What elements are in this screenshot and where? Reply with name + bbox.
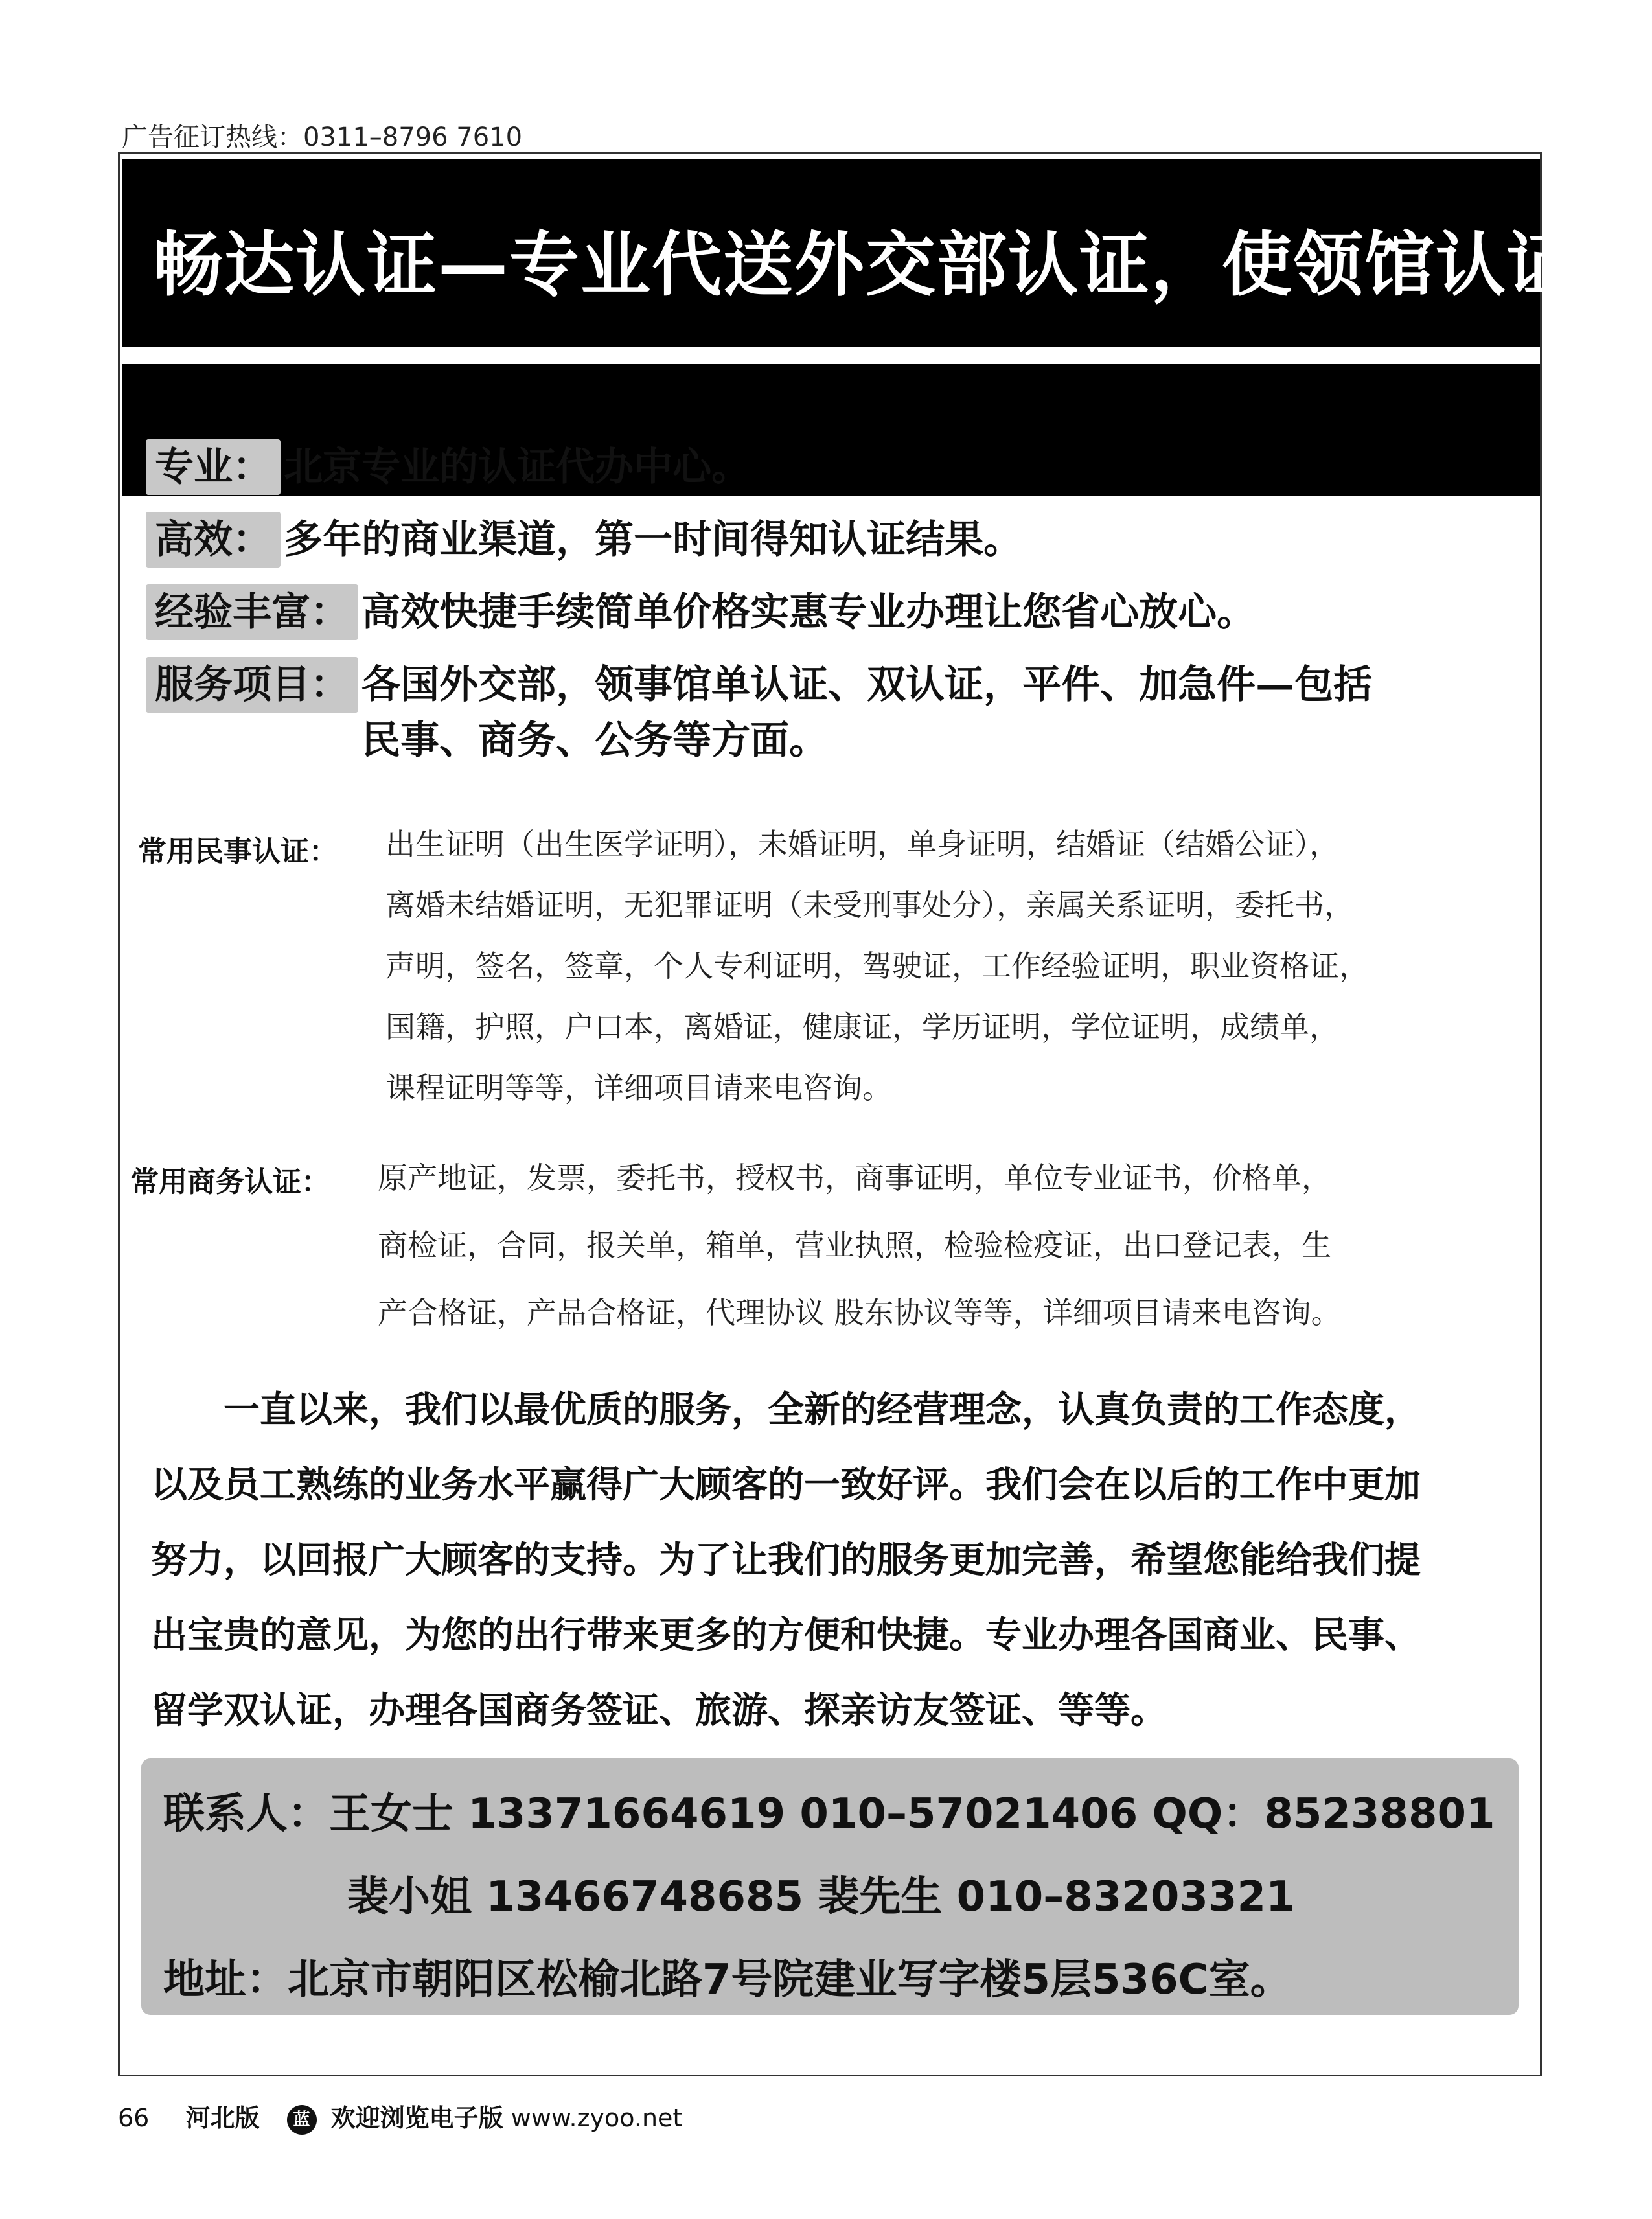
civil-line: 课程证明等等，详细项目请来电咨询。 [385, 1070, 892, 1105]
civil-items [385, 814, 1369, 1118]
page-number: 66 [118, 2104, 150, 2132]
feature-list [146, 439, 1372, 787]
contact-line-secondary: 裴小姐 13466748685 裴先生 010–83203321 [347, 1873, 1295, 1921]
page-footer [118, 2098, 682, 2135]
feature-label: 经验丰富： [146, 584, 358, 640]
banner-title: 畅达认证—专业代送外交部认证，使领馆认证 [153, 225, 1579, 306]
civil-certification-section [138, 828, 1524, 1139]
contact-line-primary: 联系人：王女士 13371664619 010–57021406 QQ：85238801 [163, 1790, 1495, 1838]
feature-item [146, 657, 1372, 787]
feature-text-line: 各国外交部，领事馆单认证、双认证，平件、加急件—包括 [361, 662, 1373, 707]
intro-line: 出宝贵的意见，为您的出行带来更多的方便和快捷。专业办理各国商业、民事、 [151, 1614, 1421, 1657]
commercial-line: 产合格证，产品合格证，代理协议 股东协议等等，详细项目请来电咨询。 [378, 1295, 1341, 1330]
civil-line: 出生证明（出生医学证明），未婚证明，单身证明，结婚证（结婚公证）， [385, 827, 1339, 862]
magazine-logo-icon: 蓝 [287, 2105, 317, 2135]
intro-paragraph [151, 1372, 1518, 1748]
civil-label: 常用民事认证： [138, 835, 338, 868]
commercial-items [378, 1144, 1341, 1346]
feature-text: 高效快捷手续简单价格实惠专业办理让您省心放心。 [361, 590, 1256, 635]
welcome-text: 欢迎浏览电子版 [330, 2104, 503, 2132]
feature-text-line: 民事、商务、公务等方面。 [361, 718, 829, 763]
feature-label: 专业： [146, 439, 281, 495]
contact-address: 地址：北京市朝阳区松榆北路7号院建业写字楼5层536C室。 [163, 1956, 1292, 2004]
feature-label: 高效： [146, 512, 281, 568]
commercial-line: 商检证，合同，报关单，箱单，营业执照，检验检疫证，出口登记表，生 [378, 1228, 1331, 1263]
civil-line: 离婚未结婚证明，无犯罪证明（未受刑事处分），亲属关系证明，委托书， [385, 888, 1354, 923]
commercial-line: 原产地证，发票，委托书，授权书，商事证明，单位专业证书，价格单， [378, 1160, 1331, 1195]
intro-line: 以及员工熟练的业务水平赢得广大顾客的一致好评。我们会在以后的工作中更加 [151, 1464, 1421, 1506]
ad-frame [118, 152, 1579, 2076]
website-url[interactable]: www.zyoo.net [511, 2104, 683, 2132]
intro-line: 留学双认证，办理各国商务签证、旅游、探亲访友签证、等等。 [151, 1689, 1167, 1732]
feature-label: 服务项目： [146, 657, 358, 713]
feature-text: 北京专业的认证代办中心。 [284, 444, 751, 490]
intro-line: 一直以来，我们以最优质的服务，全新的经营理念，认真负责的工作态度， [224, 1388, 1421, 1431]
civil-line: 国籍，护照，户口本，离婚证，健康证，学历证明，学位证明，成绩单， [385, 1009, 1339, 1044]
commercial-certification-section [130, 1158, 1524, 1353]
contact-box [141, 1758, 1519, 2015]
edition-label: 河北版 [185, 2104, 260, 2132]
feature-text: 多年的商业渠道，第一时间得知认证结果。 [284, 517, 1023, 562]
intro-line: 努力，以回报广大顾客的支持。为了让我们的服务更加完善，希望您能给我们提 [151, 1539, 1421, 1581]
feature-item [146, 584, 1372, 657]
feature-text [361, 657, 1372, 768]
ad-hotline: 广告征订热线：0311–8796 7610 [122, 122, 523, 152]
civil-line: 声明，签名，签章，个人专利证明，驾驶证，工作经验证明，职业资格证， [385, 949, 1369, 983]
feature-item [146, 439, 1372, 512]
feature-item [146, 512, 1372, 584]
banner-divider [122, 347, 1540, 364]
banner-rule [122, 364, 1540, 374]
commercial-label: 常用商务认证： [130, 1166, 330, 1199]
